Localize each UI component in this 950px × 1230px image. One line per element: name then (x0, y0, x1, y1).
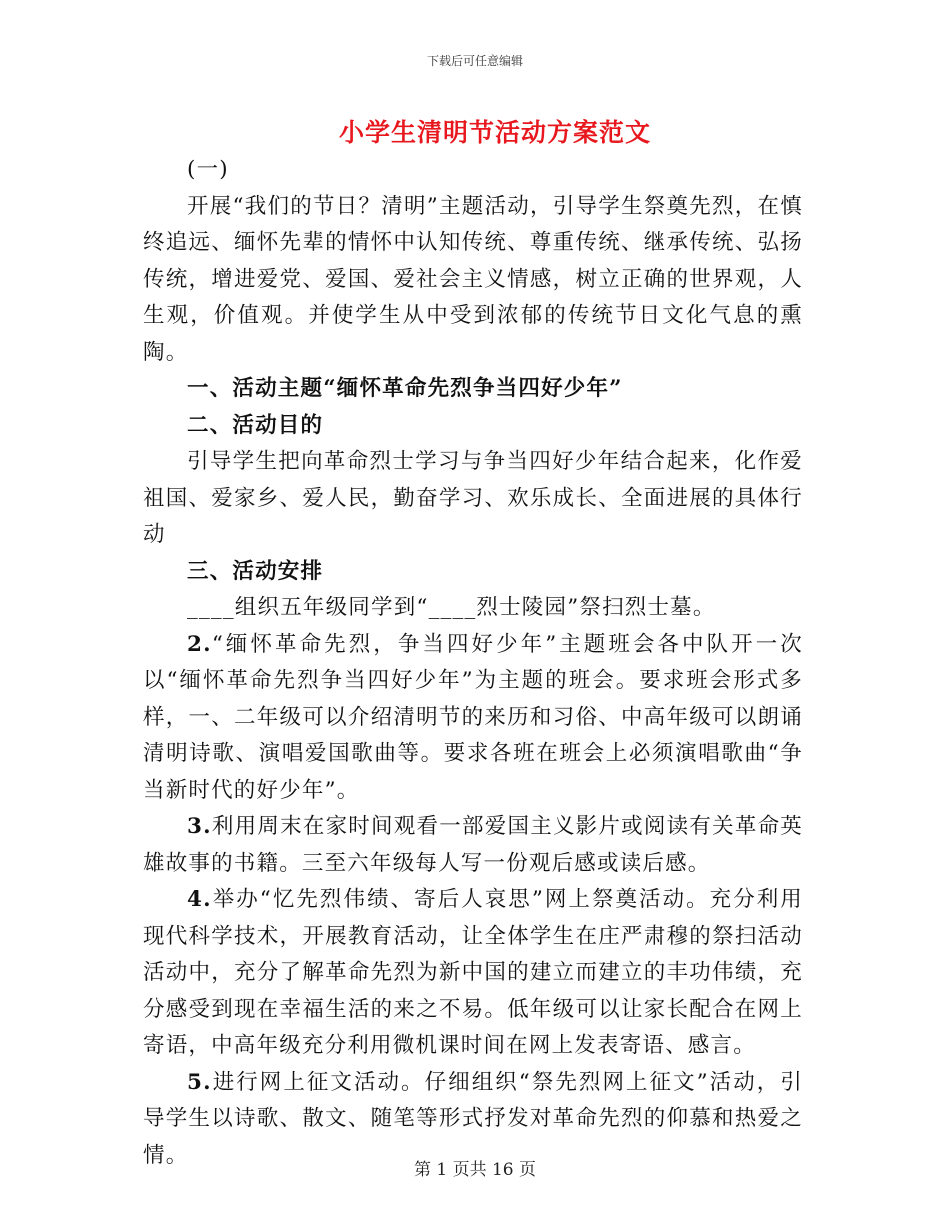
section-heading-arrangement: 三、活动安排 (187, 558, 324, 584)
item-text: 进行网上征文活动。仔细组织“祭先烈网上征文”活动，引导学生以诗歌、散文、随笔等形式抒发对革命先烈的仰慕和热爱之情。 (143, 1069, 803, 1168)
item-number: 2. (187, 631, 212, 657)
header-note: 下载后可任意编辑 (426, 54, 523, 68)
arrangement-item-3 (143, 809, 803, 882)
item-text: 举办“忆先烈伟绩、寄后人哀思”网上祭奠活动。充分利用现代科学技术，开展教育活动，让全体学生在庄严肃穆的祭扫活动活动中，充分了解革命先烈为新中国的建立而建立的丰功伟绩，充分感受到现在幸福生活的来之不易。低年级可以让家长配合在网上寄语，中高年级充分利用微机课时间在网上发表寄语、感言。 (143, 887, 803, 1058)
section-heading-theme: 一、活动主题“缅怀革命先烈争当四好少年” (187, 376, 623, 401)
document-title: 小学生清明节活动方案范文 (338, 118, 651, 147)
part-label: (一) (187, 157, 229, 182)
item-text: 利用周末在家时间观看一部爱国主义影片或阅读有关革命英雄故事的书籍。三至六年级每人写一份观后感或读后感。 (143, 814, 803, 876)
item-number: 4. (187, 887, 212, 912)
arrangement-item-2 (143, 627, 803, 810)
page-footer: 第 1 页共 16 页 (413, 1160, 537, 1180)
arrangement-item-4 (143, 882, 803, 1065)
document-body (143, 152, 803, 1174)
section-heading-purpose: 二、活动目的 (187, 412, 324, 438)
item-text: “缅怀革命先烈，争当四好少年”主题班会各中队开一次以“缅怀革命先烈争当四好少年”为主题的班会。要求班会形式多样，一、二年级可以介绍清明节的来历和习俗、中高年级可以朗诵清明诗歌、演唱爱国歌曲等。要求各班在班会上必须演唱歌曲“争当新时代的好少年”。 (143, 631, 803, 803)
item-number: 5. (187, 1069, 212, 1095)
item-number: 3. (187, 814, 212, 839)
intro-paragraph: 开展“我们的节日？清明”主题活动，引导学生祭奠先烈，在慎终追远、缅怀先辈的情怀中认知传统、尊重传统、继承传统、弘扬传统，增进爱党、爱国、爱社会主义情感，树立正确的世界观，人生观，价值观。并使学生从中受到浓郁的传统节日文化气息的熏陶。 (143, 193, 803, 365)
arrangement-item-1: ____组织五年级同学到“____烈士陵园”祭扫烈士墓。 (187, 595, 716, 620)
purpose-paragraph: 引导学生把向革命烈士学习与争当四好少年结合起来，化作爱祖国、爱家乡、爱人民，勤奋学习、欢乐成长、全面进展的具体行动 (143, 449, 803, 547)
